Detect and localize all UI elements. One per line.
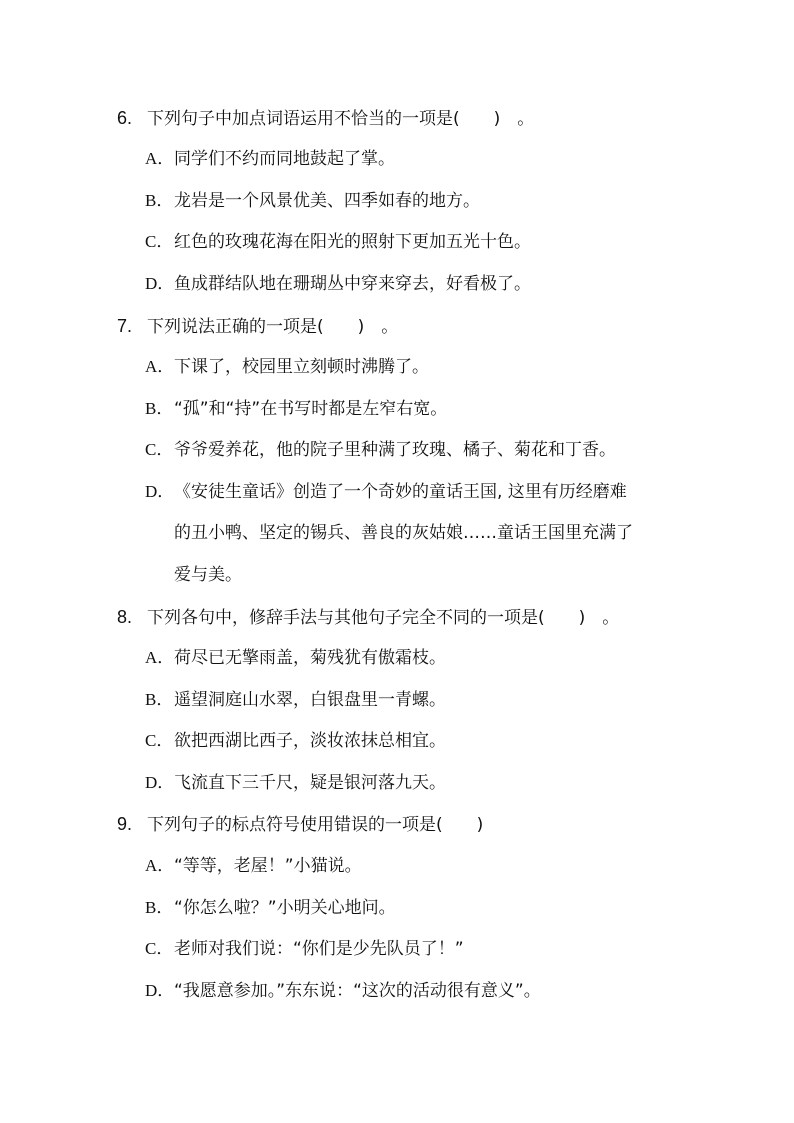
option-label: A． [145, 149, 175, 168]
question-number: 6. [117, 108, 133, 128]
option-text: 遥望洞庭山水翠，白银盘里一青螺。 [174, 690, 446, 710]
question-7-option-d [145, 480, 627, 504]
option-text: 下课了，校园里立刻顿时沸腾了。 [174, 357, 429, 377]
option-text: 《安徒生童话》创造了一个奇妙的童话王国, 这里有历经磨难 [174, 482, 627, 502]
question-7-option-d-continuation: 爱与美。 [174, 565, 242, 585]
option-label: D． [145, 981, 175, 1000]
option-text: “等等，老屋！”小猫说。 [174, 856, 362, 876]
option-label: B． [145, 690, 174, 709]
question-number: 9. [117, 814, 133, 834]
question-9-option-b [145, 896, 396, 920]
question-7-stem [117, 314, 398, 339]
option-label: C． [145, 232, 174, 251]
option-text: 爷爷爱养花，他的院子里种满了玫瑰、橘子、菊花和丁香。 [174, 440, 616, 460]
option-text: “孤”和“持”在书写时都是左窄右宽。 [174, 399, 448, 419]
option-text: 鱼成群结队地在珊瑚丛中穿来穿去，好看极了。 [174, 274, 531, 294]
option-label: C． [145, 440, 174, 459]
question-9-option-d [145, 979, 541, 1003]
option-label: C． [145, 939, 174, 958]
question-text: 下列句子的标点符号使用错误的一项是( ) [147, 815, 484, 835]
question-9-stem [117, 812, 483, 837]
option-label: A． [145, 648, 175, 667]
question-9-option-a [145, 854, 362, 878]
option-text: 龙岩是一个风景优美、四季如春的地方。 [174, 191, 480, 211]
option-label: D． [145, 482, 175, 501]
question-6-option-b [145, 189, 480, 213]
option-label: D． [145, 773, 175, 792]
question-7-option-a [145, 355, 429, 379]
question-8-option-a [145, 646, 446, 670]
question-number: 7. [117, 316, 133, 336]
question-6-stem [117, 106, 534, 131]
option-text: “你怎么啦？”小明关心地问。 [174, 898, 396, 918]
option-label: C． [145, 731, 174, 750]
question-6-option-c [145, 230, 531, 254]
question-8-option-b [145, 688, 446, 712]
question-9-option-c [145, 937, 464, 961]
question-7-option-b [145, 397, 447, 421]
question-7-option-d-continuation: 的丑小鸭、坚定的锡兵、善良的灰姑娘……童话王国里充满了 [174, 523, 633, 543]
option-text: 荷尽已无擎雨盖，菊残犹有傲霜枝。 [174, 648, 446, 668]
option-text: 同学们不约而同地鼓起了掌。 [174, 149, 395, 169]
option-label: B． [145, 191, 174, 210]
question-6-option-a [145, 147, 395, 171]
option-text: 飞流直下三千尺，疑是银河落九天。 [174, 773, 446, 793]
option-label: A． [145, 357, 175, 376]
question-number: 8. [117, 607, 133, 627]
question-text: 下列各句中，修辞手法与其他句子完全不同的一项是( ) 。 [147, 608, 620, 628]
option-text: 红色的玫瑰花海在阳光的照射下更加五光十色。 [174, 232, 531, 252]
option-text: 老师对我们说：“你们是少先队员了！” [174, 939, 464, 959]
question-6-option-d [145, 272, 531, 296]
question-8-stem [117, 605, 619, 630]
option-text: 欲把西湖比西子，淡妆浓抹总相宜。 [174, 731, 446, 751]
question-text: 下列说法正确的一项是( ) 。 [147, 317, 399, 337]
option-label: A． [145, 856, 175, 875]
option-label: D． [145, 274, 175, 293]
option-text: “我愿意参加。”东东说：“这次的活动很有意义”。 [174, 981, 541, 1001]
question-7-option-c [145, 438, 616, 462]
question-8-option-d [145, 771, 446, 795]
question-text: 下列句子中加点词语运用不恰当的一项是( ) 。 [147, 109, 535, 129]
question-8-option-c [145, 729, 446, 753]
option-label: B． [145, 399, 174, 418]
option-label: B． [145, 898, 174, 917]
